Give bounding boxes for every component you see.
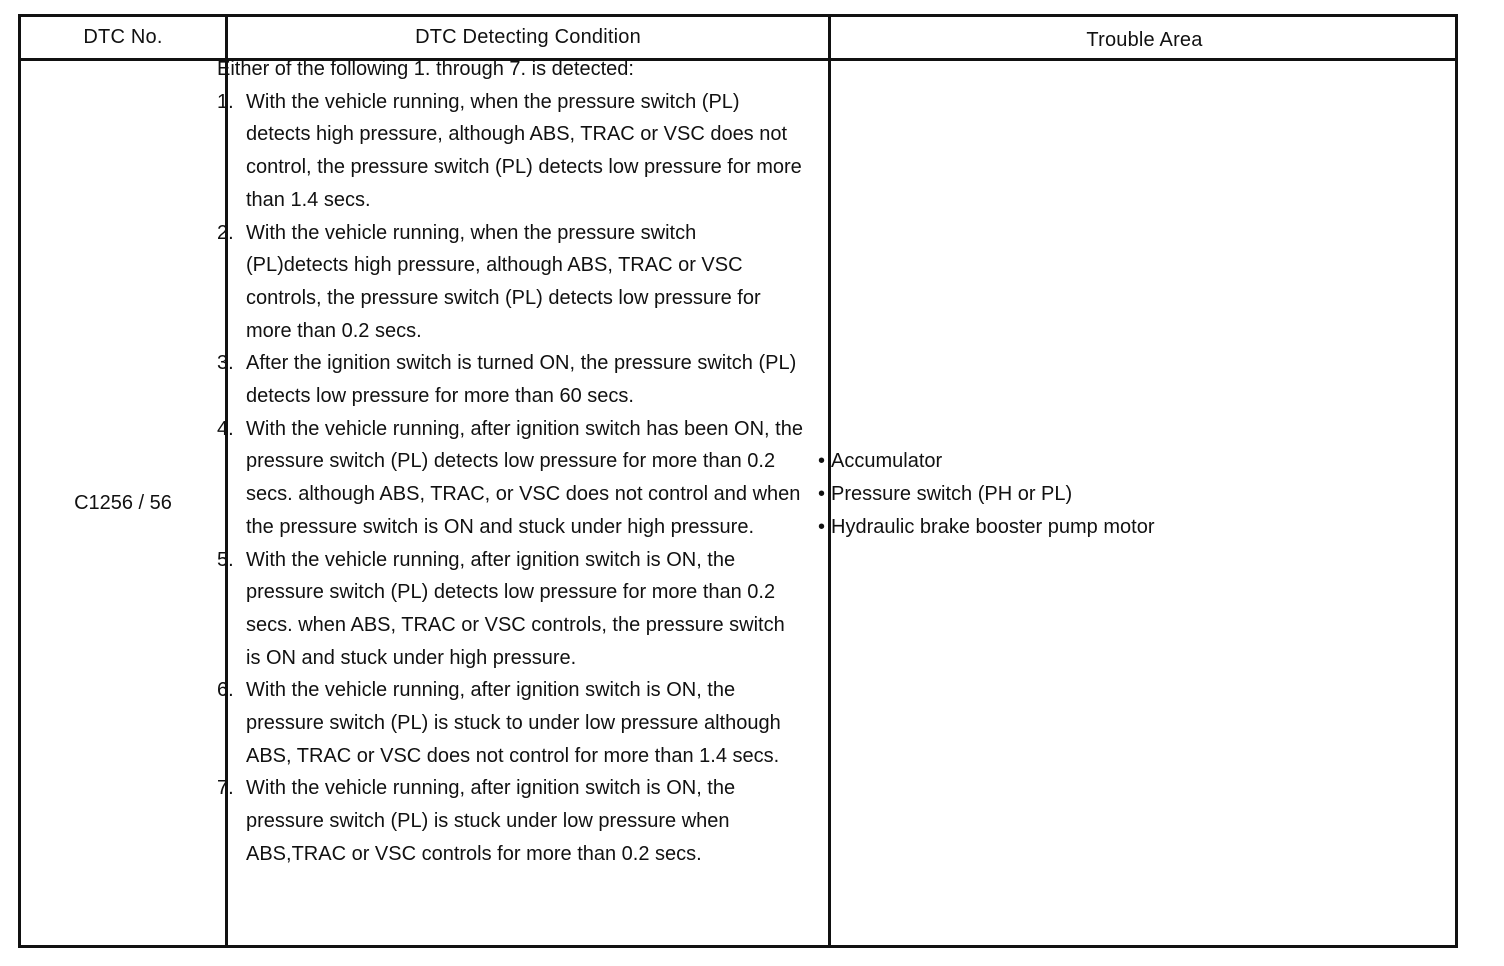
- bullet-icon: •: [818, 450, 826, 472]
- trouble-area-item: [818, 478, 1418, 511]
- condition-number: 3.: [217, 352, 234, 375]
- bullet-icon: •: [818, 483, 826, 505]
- header-detecting-condition: DTC Detecting Condition: [415, 26, 641, 48]
- condition-item: [217, 86, 803, 217]
- condition-text: With the vehicle running, when the pressure switch (PL)detects high pressure, although ABS, TRAC or VSC controls, the pressure switch (PL) detects low pressure for more than 0.2 secs.: [246, 221, 761, 342]
- condition-item: [217, 674, 803, 772]
- trouble-area-text: Hydraulic brake booster pump motor: [831, 516, 1155, 538]
- condition-number: 5.: [217, 548, 234, 571]
- condition-text: With the vehicle running, after ignition switch is ON, the pressure switch (PL) is stuck to under low pressure although ABS, TRAC or VSC does not control for more than 1.4 secs.: [246, 679, 781, 767]
- condition-item: [217, 347, 803, 412]
- condition-item: [217, 413, 803, 544]
- trouble-area-cell: [818, 445, 1418, 544]
- trouble-area-item: [818, 445, 1418, 478]
- dtc-code: C1256 / 56: [74, 491, 172, 514]
- condition-text: With the vehicle running, when the pressure switch (PL) detects high pressure, although ABS, TRAC or VSC does not control, the pressure switch (PL) detects low pressure for more than 1.4 secs.: [246, 90, 802, 211]
- condition-text: With the vehicle running, after ignition switch is ON, the pressure switch (PL) is stuck under low pressure when ABS,TRAC or VSC controls for more than 0.2 secs.: [246, 777, 736, 865]
- condition-number: 7.: [217, 777, 234, 800]
- condition-item: [217, 544, 803, 675]
- detecting-condition-cell: [217, 53, 803, 871]
- dtc-code-cell: [21, 61, 225, 945]
- condition-item: [217, 772, 803, 870]
- condition-item: [217, 217, 803, 348]
- condition-text: With the vehicle running, after ignition switch has been ON, the pressure switch (PL) detects low pressure for more than 0.2 secs. although ABS, TRAC, or VSC does not control and when the pressure switch is ON and stuck under high pressure.: [246, 417, 803, 538]
- condition-intro: Either of the following 1. through 7. is detected:: [217, 58, 634, 80]
- trouble-area-list: [818, 445, 1418, 544]
- condition-text: With the vehicle running, after ignition switch is ON, the pressure switch (PL) detects low pressure for more than 0.2 secs. when ABS, TRAC or VSC controls, the pressure switch is ON and stuck under high pressure.: [246, 548, 785, 669]
- trouble-area-item: [818, 511, 1418, 544]
- condition-list: [217, 86, 803, 871]
- condition-number: 1.: [217, 90, 234, 113]
- header-trouble-area: Trouble Area: [1086, 29, 1203, 51]
- header-dtc-no: DTC No.: [83, 26, 163, 48]
- trouble-area-text: Pressure switch (PH or PL): [831, 483, 1073, 505]
- bullet-icon: •: [818, 516, 826, 538]
- condition-text: After the ignition switch is turned ON, the pressure switch (PL) detects low pressure for more than 60 secs.: [246, 352, 797, 408]
- condition-number: 6.: [217, 679, 234, 702]
- condition-number: 2.: [217, 221, 234, 244]
- trouble-area-text: Accumulator: [831, 450, 943, 472]
- condition-number: 4.: [217, 417, 234, 440]
